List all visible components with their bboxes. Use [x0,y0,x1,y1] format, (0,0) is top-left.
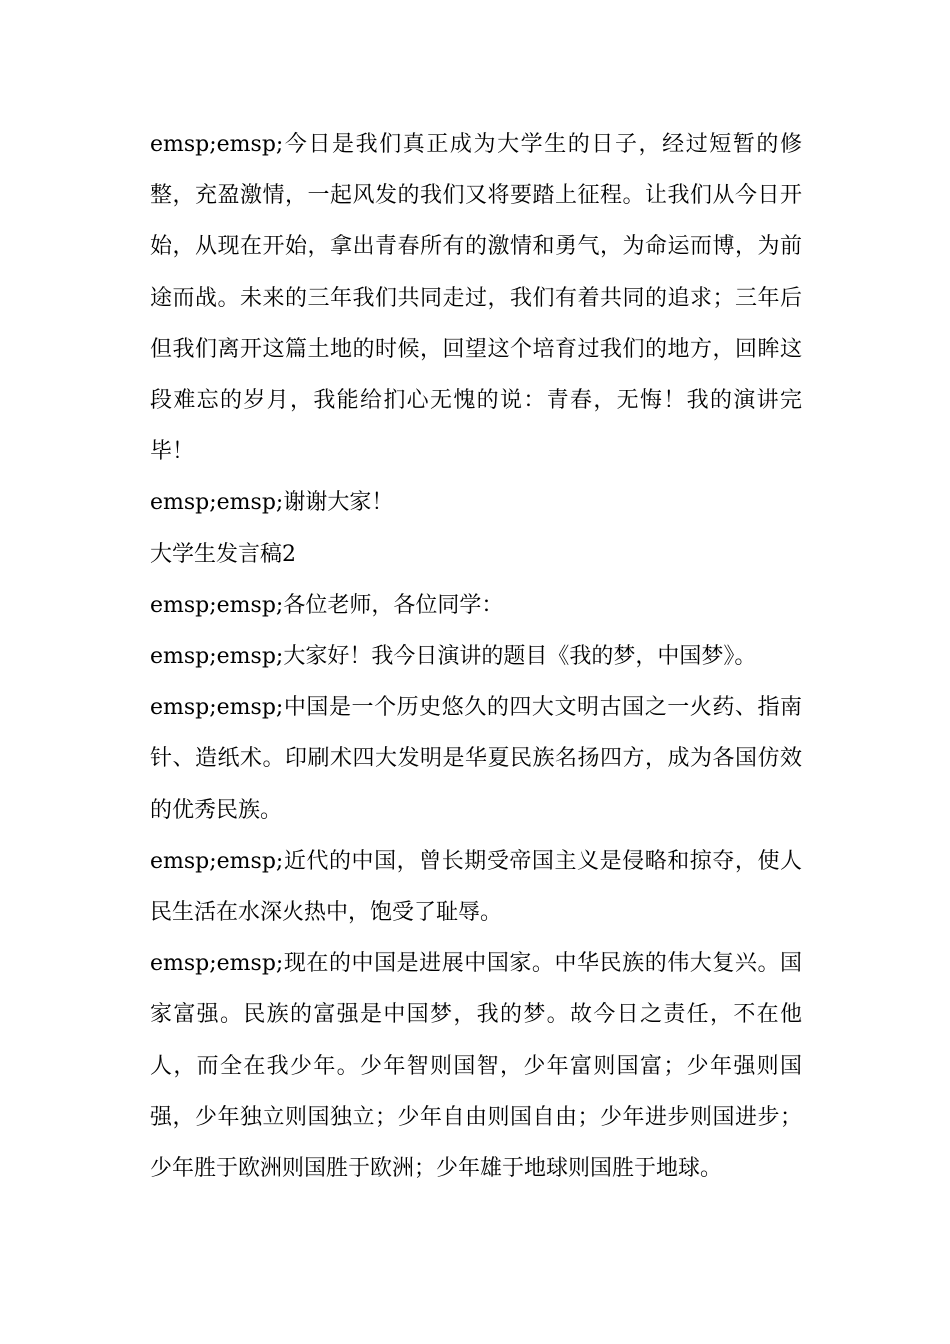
paragraph-speech-closing: emsp;emsp;今日是我们真正成为大学生的日子，经过短暂的修整，充盈激情，一起风发的我们又将要踏上征程。让我们从今日开始，从现在开始，拿出青春所有的激情和勇气，为命运而博，为前途而战。未来的三年我们共同走过，我们有着共同的追求；三年后但我们离开这篇土地的时候，回望这个培育过我们的地方，回眸这段难忘的岁月，我能给扪心无愧的说：青春，无悔！我的演讲完毕！ [150,132,802,465]
section-heading: 大学生发言稿2 [150,541,296,567]
paragraph-greeting: emsp;emsp;各位老师，各位同学： [150,592,504,618]
paragraph-china-dream: emsp;emsp;现在的中国是进展中国家。中华民族的伟大复兴。国家富强。民族的富强是中国梦，我的梦。故今日之责任，不在他人，而全在我少年。少年智则国智，少年富则国富；少年强则国强，少年独立则国独立；少年自由则国自由；少年进步则国进步；少年胜于欧洲则国胜于欧洲；少年雄于地球则国胜于地球。 [150,951,802,1182]
paragraph-modern-history: emsp;emsp;近代的中国，曾长期受帝国主义是侵略和掠夺，使人民生活在水深火热中，饱受了耻辱。 [150,848,802,926]
paragraph-thanks: emsp;emsp;谢谢大家！ [150,490,394,516]
paragraph-topic: emsp;emsp;大家好！我今日演讲的题目《我的梦，中国梦》。 [150,644,757,670]
document-body [150,119,802,1194]
paragraph-history: emsp;emsp;中国是一个历史悠久的四大文明古国之一火药、指南针、造纸术。印刷术四大发明是华夏民族名扬四方，成为各国仿效的优秀民族。 [150,695,802,823]
